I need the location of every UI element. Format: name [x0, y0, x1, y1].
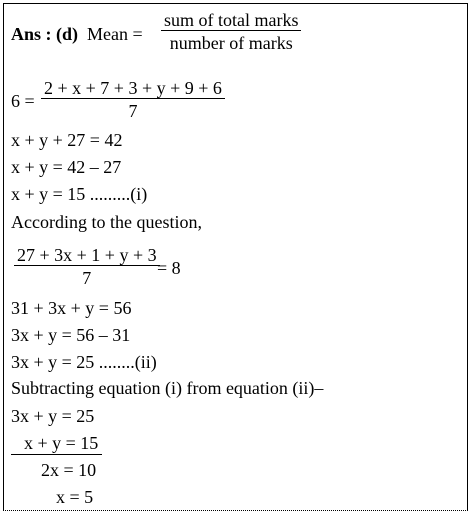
step-line: 3x + y = 56 – 31: [11, 325, 131, 345]
subtraction-rule: [11, 454, 102, 455]
mean-word: Mean =: [87, 24, 143, 44]
answer-line: [11, 24, 143, 44]
eq1-numerator: 2 + x + 7 + 3 + y + 9 + 6: [44, 78, 222, 98]
according-text: According to the question,: [11, 212, 202, 232]
mean-numerator: sum of total marks: [164, 10, 299, 30]
eq2-fraction: [14, 245, 160, 288]
step-line: x + y = 42 – 27: [11, 157, 122, 177]
subtraction-line: [11, 433, 106, 453]
result-line: x = 5: [56, 487, 94, 507]
eq2-rhs: = 8: [157, 258, 181, 278]
subtracting-text: Subtracting equation (i) from equation (ii)–: [11, 378, 324, 398]
subtract-equation: x + y = 15: [24, 433, 99, 453]
step-line: x + y + 27 = 42: [11, 130, 123, 150]
answer-label: Ans : (d): [11, 24, 79, 44]
mean-fraction: [161, 10, 301, 53]
result-line: 2x = 10: [41, 460, 97, 480]
eq2-numerator: 27 + 3x + 1 + y + 3: [17, 245, 157, 265]
eq1-fraction: [41, 78, 225, 121]
eq1-lhs: 6 =: [11, 91, 35, 111]
step-line: 31 + 3x + y = 56: [11, 298, 132, 318]
step-line: 3x + y = 25 ........(ii): [11, 352, 157, 372]
step-line: x + y = 15 .........(i): [11, 184, 148, 204]
eq2-denominator: 7: [82, 268, 92, 288]
step-line: 3x + y = 25: [11, 406, 95, 426]
solution-box: [3, 3, 468, 511]
eq1-denominator: 7: [128, 101, 138, 121]
mean-denominator: number of marks: [169, 33, 293, 53]
